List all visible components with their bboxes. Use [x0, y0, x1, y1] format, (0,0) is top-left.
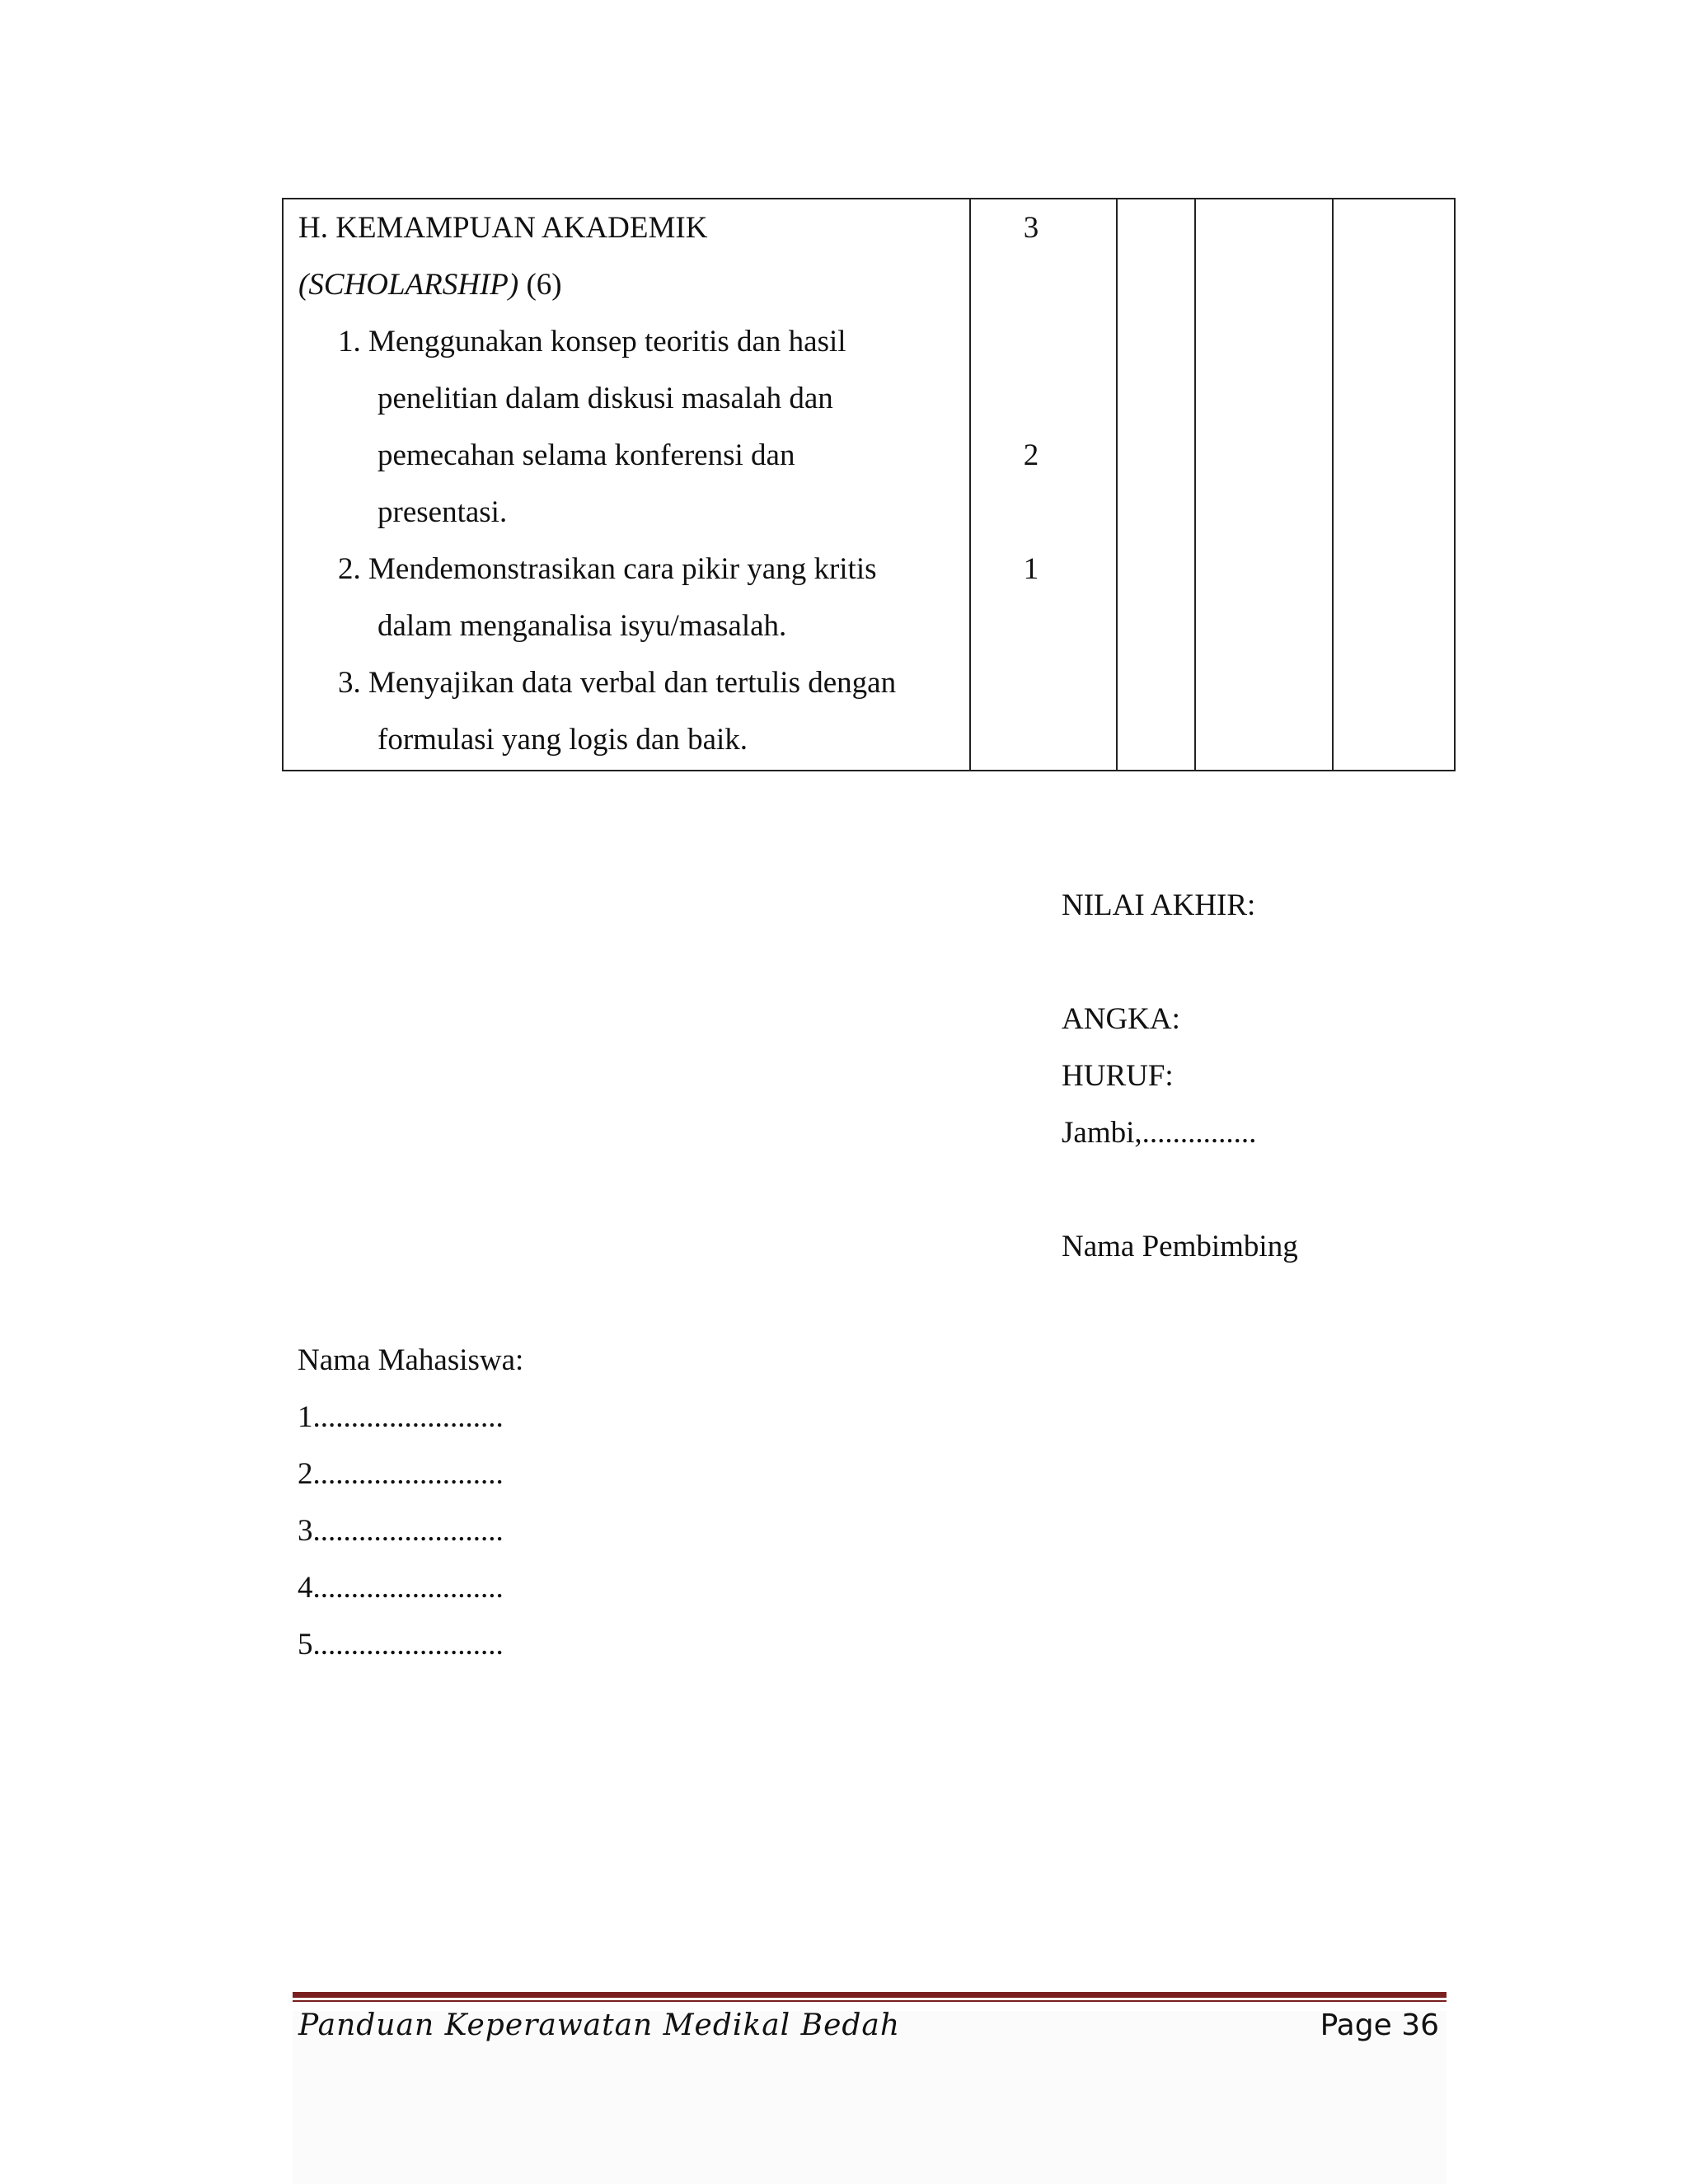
criteria-cell — [298, 199, 958, 768]
spacer — [1062, 934, 1298, 991]
item-text: Menyajikan data verbal dan tertulis dengan — [368, 666, 897, 700]
item-number: 3. — [338, 666, 361, 700]
student-list-label: Nama Mahasiswa: — [298, 1343, 524, 1377]
section-heading: H. KEMAMPUAN AKADEMIK — [298, 211, 708, 245]
spacer — [1062, 1161, 1298, 1218]
footer-rule-thin — [293, 2000, 1447, 2002]
place-date: Jambi,............... — [1062, 1116, 1257, 1150]
subheading-italic: (SCHOLARSHIP) — [298, 268, 519, 302]
footer-rule — [293, 1992, 1447, 1998]
student-entry: 4......................... — [298, 1571, 504, 1605]
student-entry: 1......................... — [298, 1400, 504, 1434]
criterion-item-2 — [298, 541, 958, 598]
item-text-continued: penelitian dalam diskusi masalah dan — [377, 382, 833, 415]
student-entry: 5......................... — [298, 1628, 504, 1661]
item-text-continued: formulasi yang logis dan baik. — [377, 723, 748, 757]
score-value: 1 — [1023, 552, 1039, 586]
section-subheading — [298, 256, 958, 313]
item-text-continued: dalam menganalisa isyu/masalah. — [377, 609, 787, 643]
subheading-weight: (6) — [518, 268, 562, 302]
footer-title: Panduan Keperawatan Medikal Bedah — [298, 2008, 901, 2042]
criterion-item-3 — [298, 654, 958, 711]
score-value: 2 — [1023, 438, 1039, 472]
student-list — [298, 1332, 523, 1673]
student-entry: 2......................... — [298, 1457, 504, 1491]
student-entry: 3......................... — [298, 1514, 504, 1548]
assessment-table — [282, 198, 1456, 771]
column-divider — [1194, 199, 1196, 770]
grade-letter-label: HURUF: — [1062, 1059, 1174, 1093]
supervisor-label: Nama Pembimbing — [1062, 1230, 1298, 1263]
item-number: 1. — [338, 325, 361, 359]
column-divider — [1116, 199, 1118, 770]
final-grade-label: NILAI AKHIR: — [1062, 888, 1256, 922]
score-value: 3 — [1023, 211, 1039, 245]
criterion-item-1 — [298, 313, 958, 370]
grade-number-label: ANGKA: — [1062, 1002, 1180, 1036]
page-number: Page 36 — [1320, 2008, 1439, 2042]
column-divider — [969, 199, 971, 770]
item-text-continued: pemecahan selama konferensi dan — [377, 438, 795, 472]
grading-block — [1062, 877, 1298, 1275]
item-text: Menggunakan konsep teoritis dan hasil — [368, 325, 846, 359]
item-text: Mendemonstrasikan cara pikir yang kritis — [368, 552, 877, 586]
item-number: 2. — [338, 552, 361, 586]
item-text-continued: presentasi. — [377, 495, 508, 529]
column-divider — [1332, 199, 1334, 770]
